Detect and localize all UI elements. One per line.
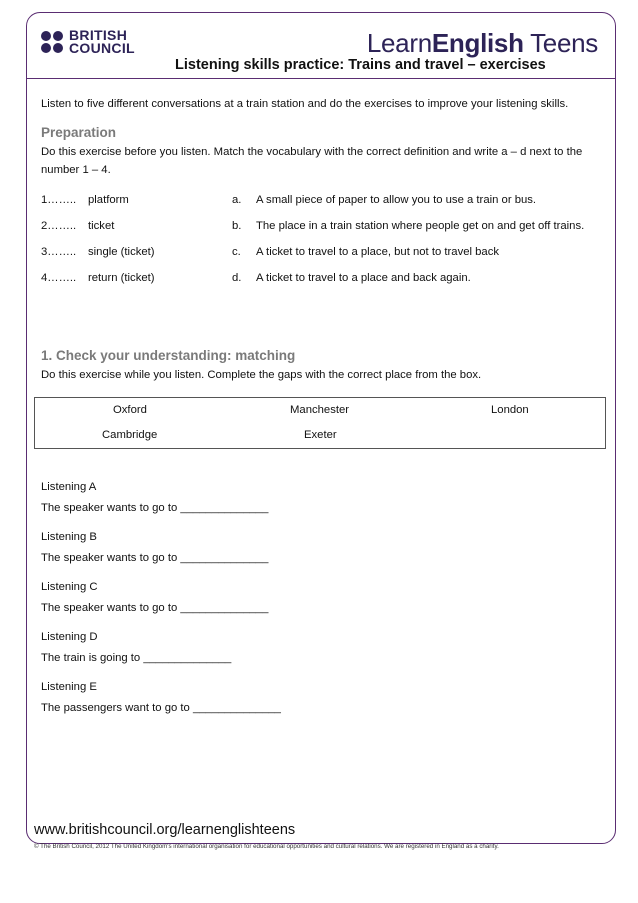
check-instructions: Do this exercise while you listen. Complete the gaps with the correct place from the box.: [41, 369, 482, 381]
definition-text: The place in a train station where people get on and get off trains.: [256, 220, 585, 232]
vocab-word: platform: [88, 194, 129, 206]
vocab-number: 3……..: [41, 246, 77, 258]
definition-letter: c.: [232, 246, 241, 258]
listening-gap-sentence: The train is going to ______________: [41, 652, 232, 664]
british-council-logo: [41, 29, 135, 55]
listening-item: [41, 528, 281, 570]
place-word: Exeter: [304, 429, 337, 441]
listening-label: Listening C: [41, 581, 98, 593]
definition-letter: d.: [232, 272, 242, 284]
intro-text: Listen to five different conversations at a train station and do the exercises to improve your listening skills.: [41, 98, 569, 110]
vocab-number: 2……..: [41, 220, 77, 232]
definition-text: A ticket to travel to a place, but not to travel back: [256, 246, 500, 258]
listening-label: Listening B: [41, 531, 97, 543]
definition-text: A ticket to travel to a place and back again.: [256, 272, 471, 284]
definition-letter: a.: [232, 194, 242, 206]
bc-logo-line1: BRITISH: [69, 27, 128, 43]
listening-item: [41, 628, 281, 670]
vocab-row: [41, 246, 611, 272]
preparation-heading: Preparation: [41, 125, 117, 140]
listening-gap-sentence: The speaker wants to go to ______________: [41, 502, 269, 514]
listening-item: [41, 578, 281, 620]
footer-copyright: © The British Council, 2012 The United Kingdom's international organisation for educational opportunities and cultural relations. We are registered in England as a charity.: [34, 843, 499, 850]
listening-list: [41, 478, 281, 728]
listening-gap-sentence: The passengers want to go to ______________: [41, 702, 281, 714]
place-word: Manchester: [290, 404, 350, 416]
listening-item: [41, 478, 281, 520]
definition-text: A small piece of paper to allow you to use a train or bus.: [256, 194, 537, 206]
vocab-word: return (ticket): [88, 272, 155, 284]
vocab-word: ticket: [88, 220, 115, 232]
listening-label: Listening E: [41, 681, 97, 693]
header-divider: [27, 78, 615, 79]
le-logo-english: English: [431, 28, 524, 58]
vocab-number: 1……..: [41, 194, 77, 206]
place-word: Oxford: [113, 404, 147, 416]
place-word: Cambridge: [102, 429, 158, 441]
vocabulary-table: [41, 194, 611, 298]
vocab-number: 4……..: [41, 272, 77, 284]
footer-url[interactable]: www.britishcouncil.org/learnenglishteens: [34, 822, 296, 838]
listening-gap-sentence: The speaker wants to go to ______________: [41, 552, 269, 564]
vocab-word: single (ticket): [88, 246, 155, 258]
vocab-row: [41, 272, 611, 298]
vocab-row: [41, 220, 611, 246]
listening-label: Listening A: [41, 481, 97, 493]
listening-label: Listening D: [41, 631, 98, 643]
definition-letter: b.: [232, 220, 242, 232]
place-word: London: [491, 404, 529, 416]
bc-logo-line2: COUNCIL: [69, 40, 135, 56]
document-title: Listening skills practice: Trains and travel – exercises: [175, 57, 546, 73]
listening-gap-sentence: The speaker wants to go to ______________: [41, 602, 269, 614]
vocab-row: [41, 194, 611, 220]
le-logo-teens: Teens: [523, 28, 598, 58]
learnenglish-teens-logo: [367, 28, 598, 59]
le-logo-learn: Learn: [366, 28, 432, 58]
places-box: [34, 397, 606, 449]
preparation-instructions: Do this exercise before you listen. Match the vocabulary with the correct definition and write a – d next to the number 1 – 4.: [41, 146, 583, 176]
listening-item: [41, 678, 281, 720]
check-heading: 1. Check your understanding: matching: [41, 348, 296, 363]
british-council-dots-icon: [41, 31, 63, 53]
